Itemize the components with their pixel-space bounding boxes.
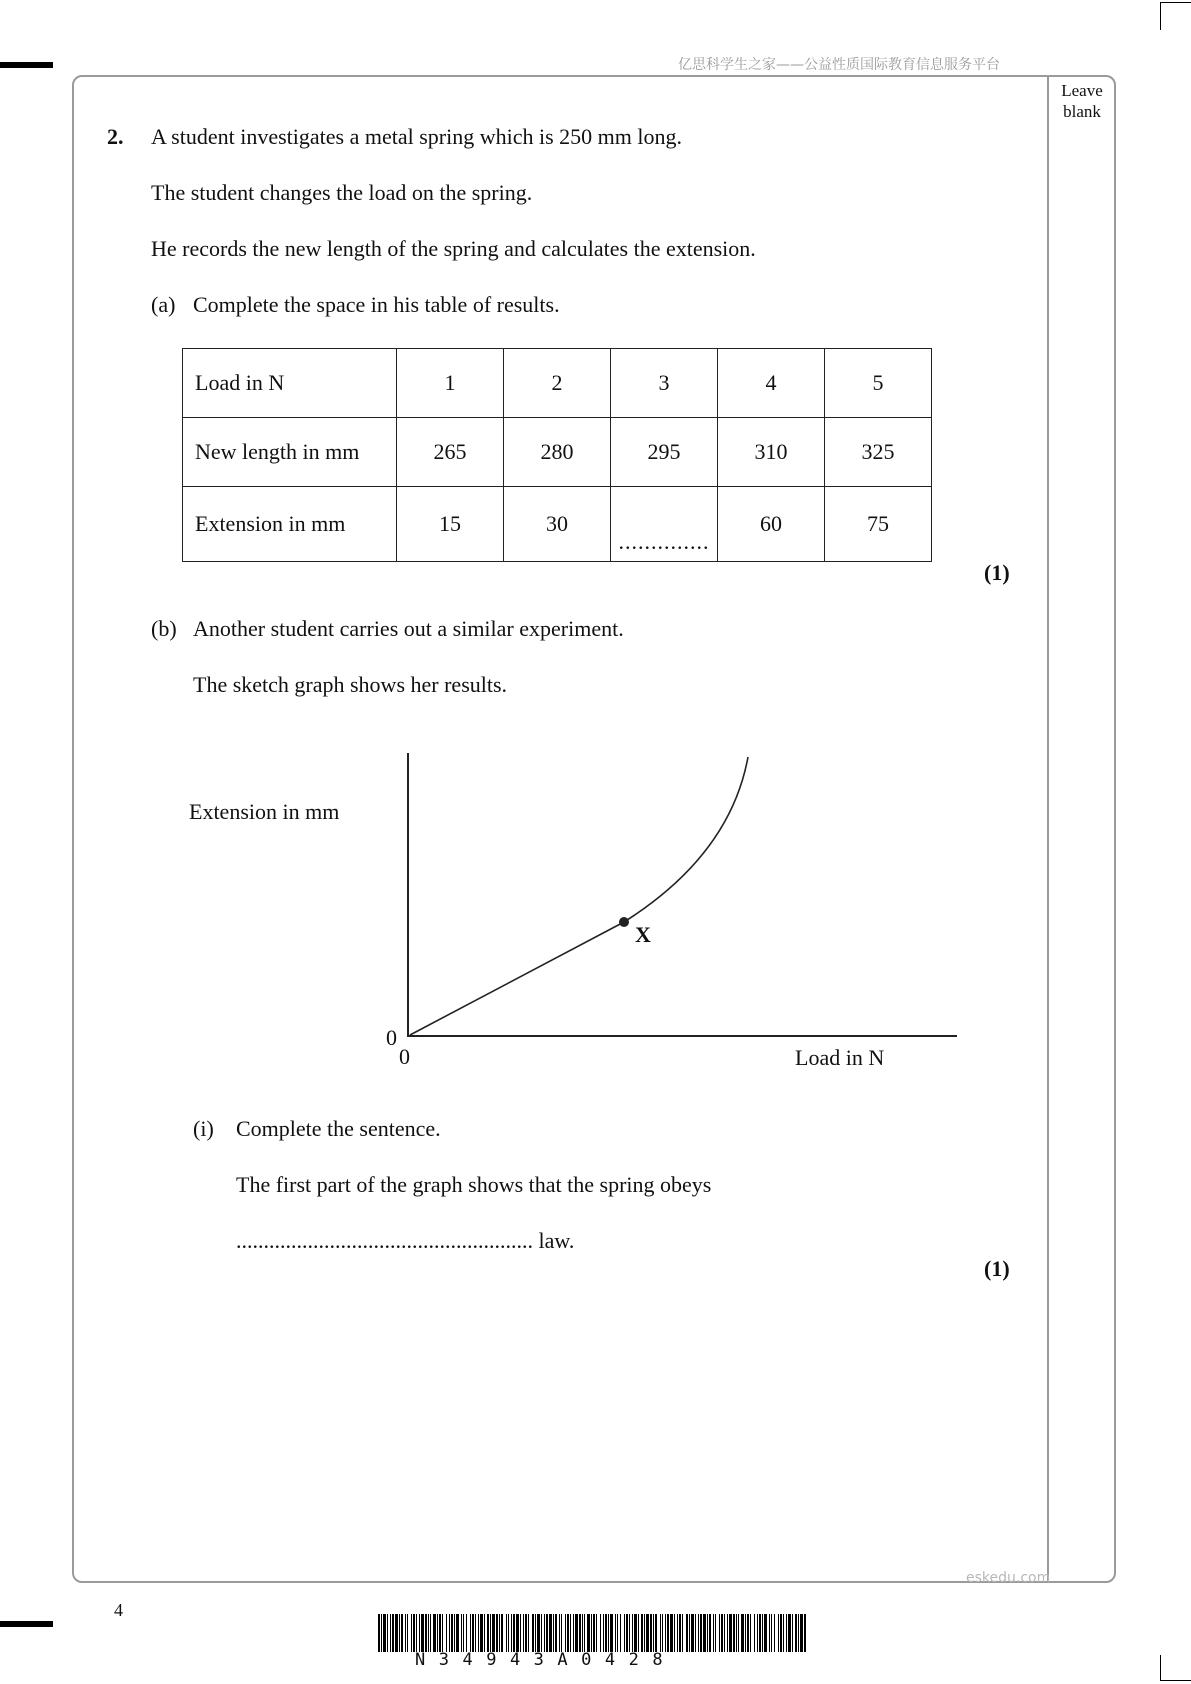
sub-i-answer-line: ...................................................... law.	[236, 1228, 575, 1253]
page-number: 4	[114, 1600, 123, 1620]
barcode-bar	[584, 1614, 585, 1652]
barcode-bar	[401, 1614, 403, 1652]
results-table	[182, 348, 932, 562]
barcode-bar	[416, 1614, 417, 1652]
barcode-bar	[682, 1614, 683, 1652]
barcode-bar	[762, 1614, 763, 1652]
barcode-bar	[757, 1614, 758, 1652]
graph-y-axis-label: Extension in mm	[189, 799, 340, 824]
barcode-bar	[537, 1614, 540, 1652]
barcode-bar	[593, 1614, 595, 1652]
barcode-bar	[679, 1614, 681, 1652]
barcode-bar	[513, 1614, 515, 1652]
barcode-bar	[520, 1614, 521, 1652]
table-cell: 265	[397, 418, 504, 487]
sub-i-text-2: The first part of the graph shows that the spring obeys	[236, 1172, 712, 1197]
barcode-bar	[442, 1614, 443, 1652]
barcode-bar	[466, 1614, 467, 1652]
graph-curved-section	[624, 757, 748, 922]
barcode-bar	[700, 1614, 702, 1652]
barcode-bar	[523, 1614, 524, 1652]
sub-i-mark: (1)	[984, 1256, 1010, 1281]
barcode-bar	[610, 1614, 613, 1652]
intro-line-1: A student investigates a metal spring which is 250 mm long.	[151, 124, 682, 149]
barcode-bar	[567, 1614, 569, 1652]
barcode-bar	[399, 1614, 400, 1652]
graph-point-x	[619, 917, 629, 927]
barcode-bar	[674, 1614, 675, 1652]
barcode-bar	[719, 1614, 720, 1652]
part-a-label: (a)	[151, 292, 176, 317]
barcode-bar	[446, 1614, 447, 1652]
barcode-bar	[653, 1614, 654, 1652]
crop-mark-top-right-h	[1161, 2, 1191, 3]
barcode-bar	[413, 1614, 415, 1652]
barcode-bar	[411, 1614, 412, 1652]
barcode-bar	[405, 1614, 406, 1652]
barcode-bar	[535, 1614, 536, 1652]
crop-mark-top-left	[0, 62, 53, 68]
barcode-bar	[650, 1614, 652, 1652]
table-cell: 325	[825, 418, 932, 487]
barcode-bar	[570, 1614, 571, 1652]
barcode-bar	[798, 1614, 799, 1652]
part-a-text: Complete the space in his table of results.	[193, 292, 560, 317]
barcode-bar	[437, 1614, 438, 1652]
barcode-bar	[433, 1614, 436, 1652]
table-cell: 295	[611, 418, 718, 487]
barcode-bar	[745, 1614, 746, 1652]
table-cell: 4	[718, 349, 825, 418]
barcode-bar	[549, 1614, 552, 1652]
table-cell: 15	[397, 487, 504, 562]
table-cell: 2	[504, 349, 611, 418]
barcode-bar	[499, 1614, 500, 1652]
barcode-bar	[378, 1614, 380, 1652]
barcode-bar	[392, 1614, 394, 1652]
barcode-bar	[804, 1614, 806, 1652]
intro-line-2: The student changes the load on the spring.	[151, 180, 533, 205]
barcode-bar	[475, 1614, 476, 1652]
barcode-bar	[451, 1614, 453, 1652]
barcode-bar	[703, 1614, 706, 1652]
barcode-bar	[395, 1614, 398, 1652]
barcode-bar	[508, 1614, 509, 1652]
barcode-bar	[472, 1614, 474, 1652]
table-cell: 3	[611, 349, 718, 418]
barcode-bar	[419, 1614, 420, 1652]
barcode-bar	[461, 1614, 462, 1652]
barcode-bar	[525, 1614, 527, 1652]
barcode-bar	[487, 1614, 489, 1652]
barcode-bar	[783, 1614, 784, 1652]
barcode-bar	[665, 1614, 666, 1652]
graph-x-axis-label: Load in N	[795, 1045, 885, 1070]
sketch-graph	[370, 745, 970, 1075]
barcode-bar	[501, 1614, 503, 1652]
barcode-bar	[492, 1614, 495, 1652]
part-b-text-2: The sketch graph shows her results.	[193, 672, 508, 697]
barcode-bar	[795, 1614, 797, 1652]
barcode-bar	[646, 1614, 649, 1652]
table-cell: 280	[504, 418, 611, 487]
sub-i-label: (i)	[193, 1116, 214, 1141]
barcode-bar	[430, 1614, 431, 1652]
barcode-bar	[541, 1614, 542, 1652]
table-row-header: Load in N	[183, 349, 397, 418]
barcode-bar	[456, 1614, 459, 1652]
barcode-bar	[555, 1614, 557, 1652]
barcode-bar	[655, 1614, 657, 1652]
barcode-bar	[421, 1614, 424, 1652]
barcode-bar	[738, 1614, 739, 1652]
barcode-bar	[596, 1614, 597, 1652]
barcode-bar	[559, 1614, 560, 1652]
intro-line-3: He records the new length of the spring and calculates the extension.	[151, 236, 756, 261]
barcode-bar	[724, 1614, 725, 1652]
barcode-bar	[634, 1614, 637, 1652]
barcode-bar	[617, 1614, 618, 1652]
table-row	[183, 349, 932, 418]
barcode-bar	[641, 1614, 643, 1652]
barcode-bar	[727, 1614, 728, 1652]
barcode-bar	[750, 1614, 751, 1652]
graph-y-origin-label: 0	[386, 1025, 397, 1050]
barcode-bar	[741, 1614, 744, 1652]
part-b-text-1: Another student carries out a similar experiment.	[193, 616, 624, 641]
barcode-bar	[608, 1614, 609, 1652]
graph-linear-section	[410, 922, 624, 1035]
barcode-bar	[778, 1614, 779, 1652]
part-b-label: (b)	[151, 616, 177, 641]
barcode-bar	[454, 1614, 455, 1652]
barcode-bar	[754, 1614, 755, 1652]
barcode-bar	[407, 1614, 408, 1652]
barcode-bar	[553, 1614, 554, 1652]
barcode-bar	[624, 1614, 625, 1652]
barcode-text: N34943A0428	[415, 1650, 677, 1670]
barcode-bar	[780, 1614, 782, 1652]
barcode-bar	[764, 1614, 767, 1652]
barcode-bar	[800, 1614, 803, 1652]
barcode-bar	[774, 1614, 775, 1652]
table-row	[183, 487, 932, 562]
barcode-bar	[561, 1614, 562, 1652]
barcode-bar	[387, 1614, 388, 1652]
barcode-bar	[644, 1614, 645, 1652]
barcode-bar	[565, 1614, 566, 1652]
sub-i-text-1: Complete the sentence.	[236, 1116, 441, 1141]
barcode-bar	[788, 1614, 791, 1652]
leave-blank-column-divider	[1047, 75, 1049, 1583]
table-row-header: Extension in mm	[183, 487, 397, 562]
barcode-bar	[638, 1614, 639, 1652]
barcode-bar	[733, 1614, 735, 1652]
barcode-bar	[575, 1614, 578, 1652]
barcode	[378, 1614, 810, 1652]
barcode-bar	[603, 1614, 604, 1652]
barcode-bar	[449, 1614, 450, 1652]
leave-blank-label: Leave blank	[1061, 81, 1103, 121]
crop-mark-bottom-right-h	[1161, 1680, 1191, 1681]
barcode-bar	[425, 1614, 427, 1652]
crop-mark-bottom-left	[0, 1621, 53, 1627]
barcode-bar	[686, 1614, 688, 1652]
barcode-bar	[715, 1614, 716, 1652]
barcode-bar	[506, 1614, 507, 1652]
barcode-bar	[528, 1614, 529, 1652]
barcode-bar	[381, 1614, 382, 1652]
barcode-bar	[587, 1614, 590, 1652]
part-a-mark: (1)	[984, 560, 1010, 585]
barcode-bar	[662, 1614, 663, 1652]
barcode-bar	[591, 1614, 592, 1652]
barcode-bar	[747, 1614, 749, 1652]
barcode-bar	[615, 1614, 616, 1652]
barcode-bar	[677, 1614, 678, 1652]
table-answer-blank[interactable]: ..............	[611, 487, 718, 562]
barcode-bar	[729, 1614, 732, 1652]
barcode-bar	[670, 1614, 673, 1652]
barcode-bar	[600, 1614, 601, 1652]
barcode-bar	[573, 1614, 574, 1652]
barcode-bar	[496, 1614, 498, 1652]
barcode-bar	[490, 1614, 491, 1652]
graph-x-origin-label: 0	[399, 1044, 410, 1069]
barcode-bar	[626, 1614, 628, 1652]
barcode-bar	[463, 1614, 464, 1652]
barcode-bar	[667, 1614, 669, 1652]
barcode-bar	[620, 1614, 621, 1652]
barcode-bar	[695, 1614, 696, 1652]
barcode-bar	[546, 1614, 548, 1652]
crop-mark-bottom-right-v	[1160, 1655, 1161, 1681]
barcode-bar	[428, 1614, 429, 1652]
barcode-bar	[579, 1614, 581, 1652]
barcode-bar	[736, 1614, 737, 1652]
barcode-bar	[480, 1614, 483, 1652]
barcode-bar	[769, 1614, 770, 1652]
barcode-bar	[582, 1614, 583, 1652]
barcode-bar	[532, 1614, 534, 1652]
barcode-bar	[691, 1614, 694, 1652]
table-cell: 30	[504, 487, 611, 562]
table-cell: 5	[825, 349, 932, 418]
barcode-bar	[390, 1614, 391, 1652]
barcode-bar	[478, 1614, 479, 1652]
barcode-bar	[544, 1614, 545, 1652]
barcode-bar	[511, 1614, 512, 1652]
table-row	[183, 418, 932, 487]
barcode-bar	[786, 1614, 787, 1652]
barcode-bar	[484, 1614, 485, 1652]
barcode-bar	[713, 1614, 714, 1652]
barcode-bar	[721, 1614, 723, 1652]
barcode-bar	[516, 1614, 519, 1652]
graph-point-x-label: X	[635, 922, 651, 947]
barcode-bar	[707, 1614, 708, 1652]
crop-mark-top-right-v	[1160, 2, 1161, 30]
barcode-bar	[759, 1614, 761, 1652]
barcode-bar	[439, 1614, 441, 1652]
barcode-bar	[771, 1614, 772, 1652]
question-number: 2.	[107, 124, 124, 149]
watermark-bottom: eskedu.com	[966, 1570, 1051, 1586]
table-cell: 75	[825, 487, 932, 562]
table-row-header: New length in mm	[183, 418, 397, 487]
barcode-bar	[470, 1614, 471, 1652]
table-cell: 60	[718, 487, 825, 562]
barcode-bar	[629, 1614, 630, 1652]
table-cell: 310	[718, 418, 825, 487]
watermark-top: 亿思科学生之家——公益性质国际教育信息服务平台	[678, 57, 1000, 73]
barcode-bar	[660, 1614, 661, 1652]
barcode-bar	[689, 1614, 690, 1652]
barcode-bar	[698, 1614, 699, 1652]
barcode-bar	[383, 1614, 386, 1652]
table-cell: 1	[397, 349, 504, 418]
barcode-bar	[792, 1614, 793, 1652]
barcode-bar	[605, 1614, 607, 1652]
barcode-bar	[632, 1614, 633, 1652]
barcode-bar	[709, 1614, 711, 1652]
